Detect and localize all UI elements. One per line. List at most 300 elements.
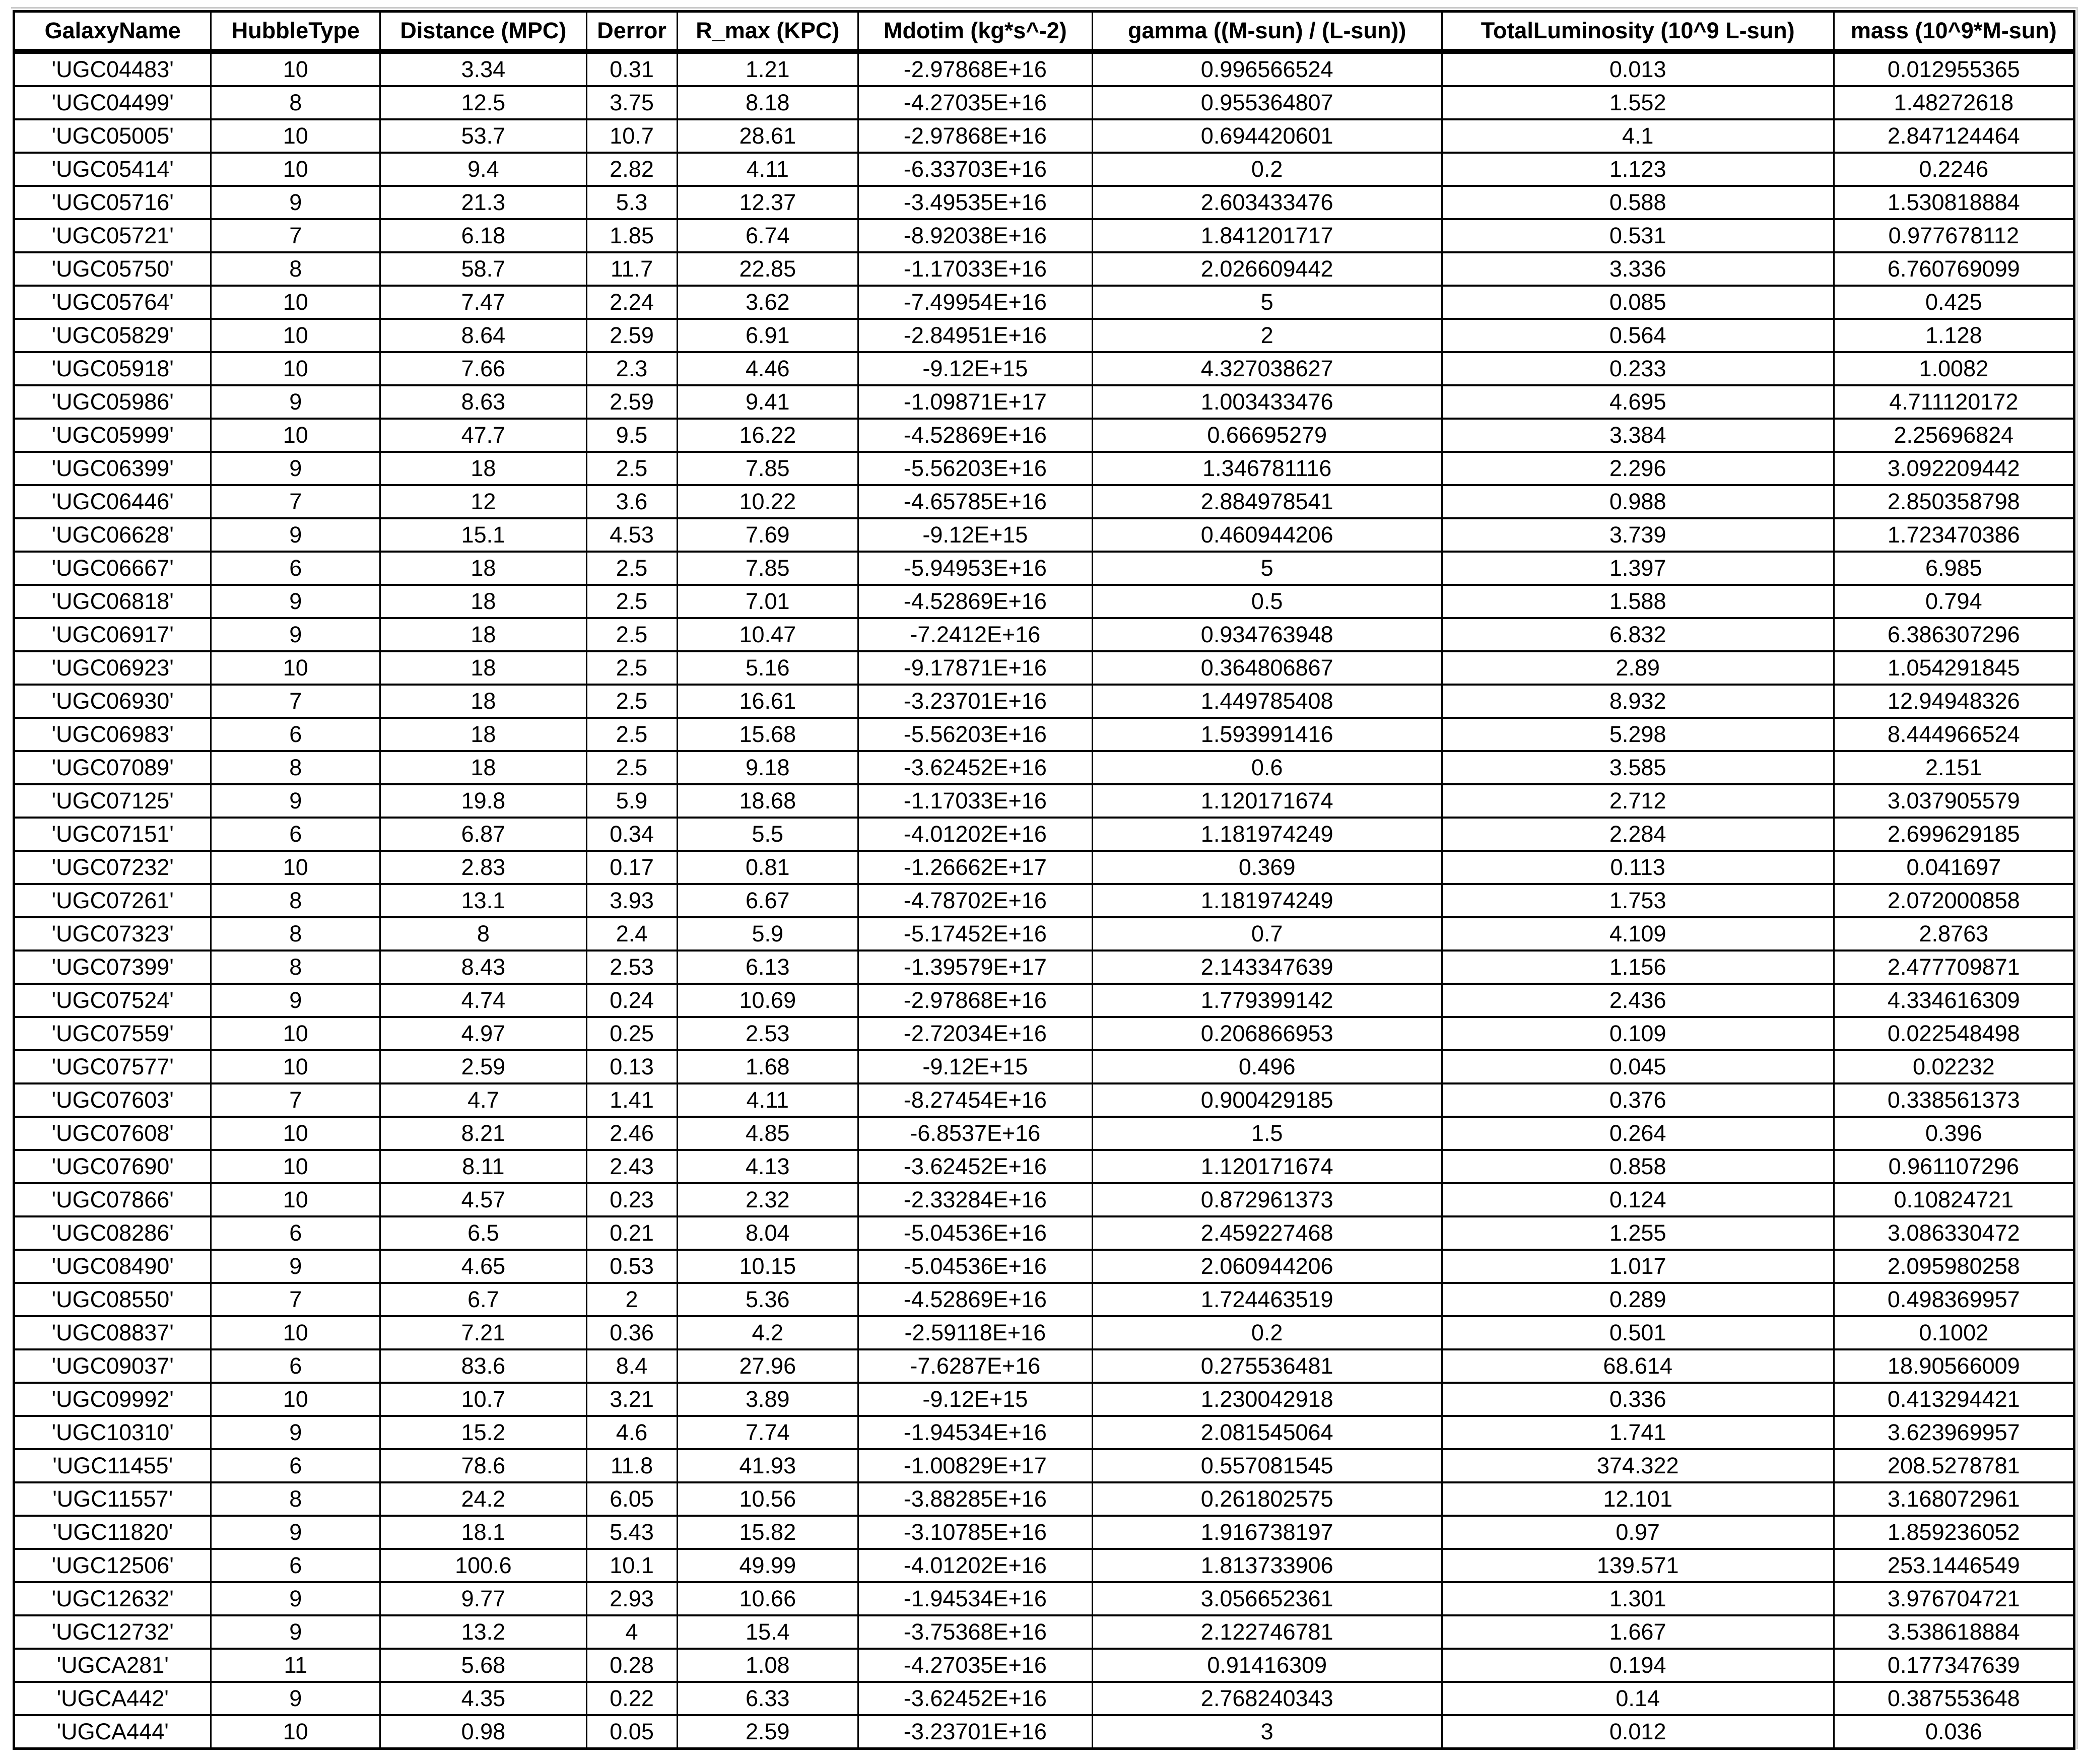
- value-cell: 12.5: [380, 86, 586, 119]
- value-cell: -7.49954E+16: [858, 286, 1093, 319]
- galaxy-name-cell: 'UGC05999': [14, 419, 211, 452]
- value-cell: 9: [211, 1516, 380, 1549]
- value-cell: -3.49535E+16: [858, 186, 1093, 219]
- value-cell: 2.4: [586, 917, 677, 951]
- table-row: [14, 718, 2074, 751]
- value-cell: 8: [211, 1482, 380, 1516]
- value-cell: 0.338561373: [1834, 1083, 2074, 1117]
- galaxy-name-cell: 'UGC05829': [14, 319, 211, 352]
- value-cell: 2.712: [1442, 784, 1834, 818]
- table-row: [14, 1383, 2074, 1416]
- value-cell: -5.94953E+16: [858, 552, 1093, 585]
- table-row: [14, 1083, 2074, 1117]
- value-cell: 1.230042918: [1092, 1383, 1442, 1416]
- table-row: [14, 186, 2074, 219]
- value-cell: 0.109: [1442, 1017, 1834, 1050]
- value-cell: 0.28: [586, 1649, 677, 1682]
- value-cell: 8: [211, 884, 380, 917]
- value-cell: 5.43: [586, 1516, 677, 1549]
- value-cell: 10: [211, 352, 380, 385]
- value-cell: 10.7: [586, 119, 677, 153]
- value-cell: 0.364806867: [1092, 651, 1442, 685]
- value-cell: -7.2412E+16: [858, 618, 1093, 651]
- value-cell: 18: [380, 452, 586, 485]
- column-header-galaxyname: GalaxyName: [14, 12, 211, 52]
- value-cell: 8: [211, 951, 380, 984]
- value-cell: 0.2: [1092, 153, 1442, 186]
- value-cell: 9: [211, 618, 380, 651]
- galaxy-name-cell: 'UGC06399': [14, 452, 211, 485]
- galaxy-name-cell: 'UGC12506': [14, 1549, 211, 1582]
- table-row: [14, 685, 2074, 718]
- value-cell: 0.261802575: [1092, 1482, 1442, 1516]
- value-cell: 6: [211, 1449, 380, 1482]
- value-cell: 0.177347639: [1834, 1649, 2074, 1682]
- value-cell: 1.301: [1442, 1582, 1834, 1615]
- value-cell: 1.255: [1442, 1216, 1834, 1250]
- value-cell: 9.4: [380, 153, 586, 186]
- value-cell: 2.5: [586, 651, 677, 685]
- value-cell: 2.768240343: [1092, 1682, 1442, 1715]
- value-cell: 1.41: [586, 1083, 677, 1117]
- value-cell: 0.496: [1092, 1050, 1442, 1083]
- galaxy-name-cell: 'UGC07261': [14, 884, 211, 917]
- value-cell: 21.3: [380, 186, 586, 219]
- value-cell: 1.123: [1442, 153, 1834, 186]
- value-cell: 0.2: [1092, 1316, 1442, 1349]
- value-cell: 7: [211, 685, 380, 718]
- value-cell: 4.7: [380, 1083, 586, 1117]
- value-cell: -4.52869E+16: [858, 419, 1093, 452]
- value-cell: 8.21: [380, 1117, 586, 1150]
- galaxy-name-cell: 'UGC05414': [14, 153, 211, 186]
- value-cell: 1.21: [677, 51, 858, 86]
- value-cell: -4.78702E+16: [858, 884, 1093, 917]
- table-row: [14, 917, 2074, 951]
- value-cell: 10.69: [677, 984, 858, 1017]
- value-cell: 2.5: [586, 552, 677, 585]
- table-row: [14, 1682, 2074, 1715]
- value-cell: 2.32: [677, 1183, 858, 1216]
- column-header-totalluminosity: TotalLuminosity (10^9 L-sun): [1442, 12, 1834, 52]
- value-cell: 0.17: [586, 851, 677, 884]
- value-cell: -4.27035E+16: [858, 1649, 1093, 1682]
- value-cell: 53.7: [380, 119, 586, 153]
- value-cell: 10.15: [677, 1250, 858, 1283]
- value-cell: 0.376: [1442, 1083, 1834, 1117]
- value-cell: -4.01202E+16: [858, 818, 1093, 851]
- value-cell: -4.01202E+16: [858, 1549, 1093, 1582]
- value-cell: -5.04536E+16: [858, 1250, 1093, 1283]
- value-cell: 0.02232: [1834, 1050, 2074, 1083]
- table-row: [14, 1516, 2074, 1549]
- table-row: [14, 1117, 2074, 1150]
- value-cell: 10.1: [586, 1549, 677, 1582]
- value-cell: 8.444966524: [1834, 718, 2074, 751]
- value-cell: 0.387553648: [1834, 1682, 2074, 1715]
- value-cell: 1.841201717: [1092, 219, 1442, 252]
- value-cell: -1.17033E+16: [858, 252, 1093, 286]
- table-row: [14, 1549, 2074, 1582]
- value-cell: 0.25: [586, 1017, 677, 1050]
- value-cell: 10.66: [677, 1582, 858, 1615]
- value-cell: 18: [380, 651, 586, 685]
- value-cell: 9: [211, 385, 380, 419]
- galaxy-name-cell: 'UGC06628': [14, 518, 211, 552]
- value-cell: -2.84951E+16: [858, 319, 1093, 352]
- value-cell: 5: [1092, 286, 1442, 319]
- value-cell: 10: [211, 319, 380, 352]
- value-cell: 3.168072961: [1834, 1482, 2074, 1516]
- galaxy-name-cell: 'UGCA281': [14, 1649, 211, 1682]
- value-cell: 13.2: [380, 1615, 586, 1649]
- value-cell: 1.724463519: [1092, 1283, 1442, 1316]
- value-cell: -6.8537E+16: [858, 1117, 1093, 1150]
- value-cell: 4.109: [1442, 917, 1834, 951]
- value-cell: 2.5: [586, 685, 677, 718]
- table-row: [14, 286, 2074, 319]
- galaxy-name-cell: 'UGC07524': [14, 984, 211, 1017]
- table-row: [14, 319, 2074, 352]
- value-cell: 0.97: [1442, 1516, 1834, 1549]
- column-header-hubbletype: HubbleType: [211, 12, 380, 52]
- value-cell: 22.85: [677, 252, 858, 286]
- value-cell: -5.17452E+16: [858, 917, 1093, 951]
- value-cell: 8.04: [677, 1216, 858, 1250]
- value-cell: 10: [211, 1150, 380, 1183]
- value-cell: -2.97868E+16: [858, 51, 1093, 86]
- table-row: [14, 1216, 2074, 1250]
- value-cell: -2.33284E+16: [858, 1183, 1093, 1216]
- value-cell: 0.05: [586, 1715, 677, 1749]
- value-cell: -2.72034E+16: [858, 1017, 1093, 1050]
- galaxy-name-cell: 'UGC06983': [14, 718, 211, 751]
- value-cell: -3.10785E+16: [858, 1516, 1093, 1549]
- galaxy-name-cell: 'UGC05721': [14, 219, 211, 252]
- value-cell: 6.67: [677, 884, 858, 917]
- galaxy-name-cell: 'UGC07323': [14, 917, 211, 951]
- galaxy-name-cell: 'UGC04499': [14, 86, 211, 119]
- value-cell: 0.872961373: [1092, 1183, 1442, 1216]
- table-row: [14, 1050, 2074, 1083]
- table-row: [14, 884, 2074, 917]
- galaxy-name-cell: 'UGC07399': [14, 951, 211, 984]
- value-cell: 8: [211, 252, 380, 286]
- value-cell: 0.036: [1834, 1715, 2074, 1749]
- value-cell: 2.59: [677, 1715, 858, 1749]
- value-cell: 2.46: [586, 1117, 677, 1150]
- value-cell: 1.753: [1442, 884, 1834, 917]
- value-cell: 0.013: [1442, 51, 1834, 86]
- value-cell: 0.501: [1442, 1316, 1834, 1349]
- value-cell: 2.477709871: [1834, 951, 2074, 984]
- value-cell: 18.1: [380, 1516, 586, 1549]
- table-row: [14, 385, 2074, 419]
- value-cell: 6.18: [380, 219, 586, 252]
- value-cell: 0.498369957: [1834, 1283, 2074, 1316]
- value-cell: 0.085: [1442, 286, 1834, 319]
- value-cell: 6: [211, 1549, 380, 1582]
- value-cell: -9.12E+15: [858, 352, 1093, 385]
- value-cell: 0.988: [1442, 485, 1834, 518]
- value-cell: 8.18: [677, 86, 858, 119]
- table-row: [14, 419, 2074, 452]
- table-row: [14, 518, 2074, 552]
- value-cell: 4.46: [677, 352, 858, 385]
- value-cell: 7.85: [677, 552, 858, 585]
- value-cell: 4.74: [380, 984, 586, 1017]
- value-cell: 19.8: [380, 784, 586, 818]
- value-cell: 27.96: [677, 1349, 858, 1383]
- value-cell: 18: [380, 751, 586, 784]
- value-cell: 9: [211, 1416, 380, 1449]
- value-cell: 0.66695279: [1092, 419, 1442, 452]
- value-cell: 9: [211, 1582, 380, 1615]
- value-cell: 0.041697: [1834, 851, 2074, 884]
- value-cell: 7.01: [677, 585, 858, 618]
- header-row: [14, 12, 2074, 52]
- value-cell: 2.82: [586, 153, 677, 186]
- value-cell: -1.09871E+17: [858, 385, 1093, 419]
- galaxy-name-cell: 'UGC08837': [14, 1316, 211, 1349]
- table-row: [14, 1649, 2074, 1682]
- value-cell: 28.61: [677, 119, 858, 153]
- galaxy-name-cell: 'UGC09992': [14, 1383, 211, 1416]
- value-cell: -6.33703E+16: [858, 153, 1093, 186]
- value-cell: 9: [211, 1250, 380, 1283]
- table-row: [14, 1283, 2074, 1316]
- value-cell: 9.5: [586, 419, 677, 452]
- value-cell: 6.74: [677, 219, 858, 252]
- value-cell: -9.12E+15: [858, 1383, 1093, 1416]
- table-row: [14, 1017, 2074, 1050]
- value-cell: 6: [211, 1349, 380, 1383]
- table-row: [14, 1582, 2074, 1615]
- value-cell: 12.101: [1442, 1482, 1834, 1516]
- value-cell: 6: [211, 718, 380, 751]
- value-cell: 8: [211, 917, 380, 951]
- value-cell: 6: [211, 1216, 380, 1250]
- galaxy-name-cell: 'UGC07577': [14, 1050, 211, 1083]
- value-cell: -3.23701E+16: [858, 685, 1093, 718]
- value-cell: 10: [211, 119, 380, 153]
- value-cell: 0.124: [1442, 1183, 1834, 1216]
- value-cell: 4.11: [677, 153, 858, 186]
- value-cell: 0.10824721: [1834, 1183, 2074, 1216]
- table-row: [14, 1482, 2074, 1516]
- value-cell: 11.7: [586, 252, 677, 286]
- value-cell: 13.1: [380, 884, 586, 917]
- galaxy-name-cell: 'UGC07608': [14, 1117, 211, 1150]
- value-cell: 4.85: [677, 1117, 858, 1150]
- value-cell: 0.012: [1442, 1715, 1834, 1749]
- screen-edge-top: [11, 7, 2077, 9]
- value-cell: 3.336: [1442, 252, 1834, 286]
- value-cell: 0.22: [586, 1682, 677, 1715]
- value-cell: 1.120171674: [1092, 1150, 1442, 1183]
- table-row: [14, 252, 2074, 286]
- value-cell: 4.53: [586, 518, 677, 552]
- value-cell: 0.14: [1442, 1682, 1834, 1715]
- value-cell: 7: [211, 485, 380, 518]
- value-cell: 5.68: [380, 1649, 586, 1682]
- value-cell: 3.93: [586, 884, 677, 917]
- value-cell: 10: [211, 1017, 380, 1050]
- value-cell: 7.66: [380, 352, 586, 385]
- value-cell: -9.12E+15: [858, 518, 1093, 552]
- value-cell: 3.89: [677, 1383, 858, 1416]
- value-cell: 8: [211, 86, 380, 119]
- galaxy-name-cell: 'UGC06923': [14, 651, 211, 685]
- value-cell: 4.35: [380, 1682, 586, 1715]
- value-cell: 1.181974249: [1092, 884, 1442, 917]
- value-cell: -1.94534E+16: [858, 1582, 1093, 1615]
- value-cell: 18.90566009: [1834, 1349, 2074, 1383]
- value-cell: -5.56203E+16: [858, 452, 1093, 485]
- value-cell: 0.396: [1834, 1117, 2074, 1150]
- value-cell: 10.56: [677, 1482, 858, 1516]
- value-cell: -3.62452E+16: [858, 1682, 1093, 1715]
- value-cell: 1.68: [677, 1050, 858, 1083]
- value-cell: 6.5: [380, 1216, 586, 1250]
- value-cell: 0.1002: [1834, 1316, 2074, 1349]
- galaxy-name-cell: 'UGC08286': [14, 1216, 211, 1250]
- value-cell: 3.384: [1442, 419, 1834, 452]
- table-body: [14, 51, 2074, 1749]
- galaxy-name-cell: 'UGC11455': [14, 1449, 211, 1482]
- value-cell: 4.327038627: [1092, 352, 1442, 385]
- table-row: [14, 1316, 2074, 1349]
- value-cell: 1.449785408: [1092, 685, 1442, 718]
- value-cell: -1.39579E+17: [858, 951, 1093, 984]
- value-cell: 10: [211, 153, 380, 186]
- table-row: [14, 86, 2074, 119]
- galaxy-name-cell: 'UGC06818': [14, 585, 211, 618]
- value-cell: 6.87: [380, 818, 586, 851]
- table-row: [14, 1183, 2074, 1216]
- value-cell: 7.74: [677, 1416, 858, 1449]
- value-cell: 2.5: [586, 618, 677, 651]
- value-cell: 2.59: [380, 1050, 586, 1083]
- value-cell: 6.985: [1834, 552, 2074, 585]
- value-cell: -3.62452E+16: [858, 751, 1093, 784]
- value-cell: 2.284: [1442, 818, 1834, 851]
- value-cell: 0.31: [586, 51, 677, 86]
- value-cell: 0.34: [586, 818, 677, 851]
- value-cell: 1.017: [1442, 1250, 1834, 1283]
- value-cell: 9: [211, 784, 380, 818]
- column-header-r_max: R_max (KPC): [677, 12, 858, 52]
- galaxy-name-cell: 'UGC05918': [14, 352, 211, 385]
- value-cell: 2.3: [586, 352, 677, 385]
- value-cell: 15.2: [380, 1416, 586, 1449]
- table-row: [14, 1416, 2074, 1449]
- value-cell: 10: [211, 51, 380, 86]
- column-header-gamma: gamma ((M-sun) / (L-sun)): [1092, 12, 1442, 52]
- value-cell: 4.2: [677, 1316, 858, 1349]
- value-cell: 3.037905579: [1834, 784, 2074, 818]
- value-cell: 0.022548498: [1834, 1017, 2074, 1050]
- table-row: [14, 1615, 2074, 1649]
- value-cell: 3: [1092, 1715, 1442, 1749]
- value-cell: -3.75368E+16: [858, 1615, 1093, 1649]
- value-cell: 1.85: [586, 219, 677, 252]
- value-cell: 6.832: [1442, 618, 1834, 651]
- value-cell: 2.603433476: [1092, 186, 1442, 219]
- value-cell: 0.369: [1092, 851, 1442, 884]
- table-row: [14, 618, 2074, 651]
- value-cell: 10: [211, 1117, 380, 1150]
- value-cell: 0.977678112: [1834, 219, 2074, 252]
- value-cell: 4.1: [1442, 119, 1834, 153]
- table-row: [14, 51, 2074, 86]
- galaxy-name-cell: 'UGC07151': [14, 818, 211, 851]
- value-cell: 2.699629185: [1834, 818, 2074, 851]
- value-cell: 0.858: [1442, 1150, 1834, 1183]
- value-cell: 24.2: [380, 1482, 586, 1516]
- value-cell: 0.531: [1442, 219, 1834, 252]
- value-cell: 0.91416309: [1092, 1649, 1442, 1682]
- value-cell: 2.83: [380, 851, 586, 884]
- galaxy-name-cell: 'UGCA442': [14, 1682, 211, 1715]
- galaxy-name-cell: 'UGC05764': [14, 286, 211, 319]
- value-cell: 1.08: [677, 1649, 858, 1682]
- value-cell: 1.916738197: [1092, 1516, 1442, 1549]
- value-cell: 10.47: [677, 618, 858, 651]
- value-cell: 3.21: [586, 1383, 677, 1416]
- value-cell: 0.24: [586, 984, 677, 1017]
- value-cell: 2.095980258: [1834, 1250, 2074, 1283]
- value-cell: -2.97868E+16: [858, 984, 1093, 1017]
- value-cell: 18: [380, 685, 586, 718]
- table-header: [14, 12, 2074, 52]
- value-cell: 41.93: [677, 1449, 858, 1482]
- value-cell: 5.16: [677, 651, 858, 685]
- value-cell: -3.23701E+16: [858, 1715, 1093, 1749]
- value-cell: 0.98: [380, 1715, 586, 1749]
- value-cell: 5.3: [586, 186, 677, 219]
- value-cell: 2.89: [1442, 651, 1834, 685]
- value-cell: 9: [211, 585, 380, 618]
- value-cell: 2.081545064: [1092, 1416, 1442, 1449]
- value-cell: -7.6287E+16: [858, 1349, 1093, 1383]
- value-cell: 10: [211, 419, 380, 452]
- value-cell: -1.00829E+17: [858, 1449, 1093, 1482]
- table-row: [14, 452, 2074, 485]
- galaxy-name-cell: 'UGC08490': [14, 1250, 211, 1283]
- value-cell: 15.82: [677, 1516, 858, 1549]
- value-cell: 6.91: [677, 319, 858, 352]
- galaxy-name-cell: 'UGC06930': [14, 685, 211, 718]
- value-cell: 0.36: [586, 1316, 677, 1349]
- value-cell: 1.741: [1442, 1416, 1834, 1449]
- value-cell: 12: [380, 485, 586, 518]
- value-cell: 0.6: [1092, 751, 1442, 784]
- value-cell: 9: [211, 1615, 380, 1649]
- table-row: [14, 851, 2074, 884]
- value-cell: 8.63: [380, 385, 586, 419]
- value-cell: 10: [211, 1050, 380, 1083]
- value-cell: 1.667: [1442, 1615, 1834, 1649]
- value-cell: -9.17871E+16: [858, 651, 1093, 685]
- value-cell: 6.7: [380, 1283, 586, 1316]
- value-cell: 10: [211, 286, 380, 319]
- table-row: [14, 1349, 2074, 1383]
- value-cell: 2.296: [1442, 452, 1834, 485]
- value-cell: 9.18: [677, 751, 858, 784]
- value-cell: 6.33: [677, 1682, 858, 1715]
- value-cell: 4.6: [586, 1416, 677, 1449]
